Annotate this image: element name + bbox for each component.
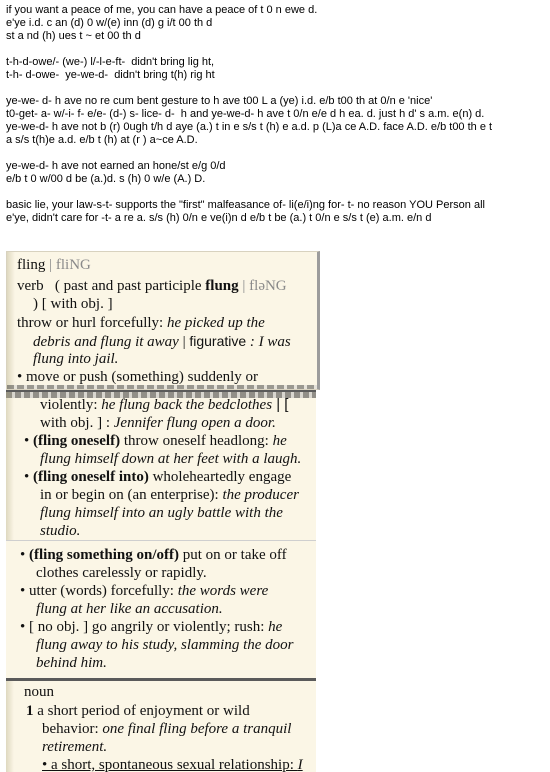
noun-sense-1 bbox=[26, 702, 250, 720]
subsense-fling-oneself: • (fling oneself) throw oneself headlong: he bbox=[24, 433, 287, 449]
definition-text: violently: bbox=[40, 397, 102, 413]
definition-text: • move or push (something) suddenly or bbox=[17, 369, 259, 385]
example-text: the words were bbox=[177, 583, 269, 599]
subsense-label: (fling oneself) bbox=[33, 433, 121, 449]
part-of-speech-noun: noun bbox=[24, 684, 54, 700]
dictionary-panel-2 bbox=[6, 390, 316, 542]
forms-intro: ( past and past participle bbox=[54, 278, 206, 294]
blank-line bbox=[6, 147, 546, 160]
noun-sense-1b: • a short, spontaneous sexual relationship: I bbox=[42, 757, 303, 772]
verb-forms-close bbox=[33, 295, 113, 313]
subsense-fling-something: • (fling something on/off) put on or take off bbox=[20, 547, 287, 563]
dictionary-panel-4 bbox=[6, 678, 316, 772]
notes-line: if you want a peace of me, you can have a peace of t 0 n ewe d. bbox=[6, 4, 318, 16]
headword-line bbox=[17, 256, 91, 274]
definition-1 bbox=[17, 314, 265, 332]
bar: | bbox=[178, 334, 190, 350]
subsense-label: (fling oneself into) bbox=[33, 469, 149, 485]
panel-shadow bbox=[7, 252, 15, 389]
forms-pronunciation: fləNG bbox=[249, 278, 287, 294]
definition-text: a short, spontaneous sexual relationship: bbox=[51, 757, 298, 772]
subsense-5-example: flung away to his study, slamming the door bbox=[36, 637, 294, 653]
verb-forms-line bbox=[17, 277, 287, 295]
notes-line: basic lie, your law-s-t- supports the "first" malfeasance of- li(e/i)ng for- t- no reason YOU Person all bbox=[6, 199, 485, 211]
headword: fling bbox=[17, 257, 46, 273]
notes-line: e/b t 0 w/00 d be (a.)d. s (h) 0 w/e (A.) D. bbox=[6, 173, 206, 185]
subsense-2-example-end: studio. bbox=[40, 523, 81, 539]
notes-line: st a nd (h) ues t ~ et 00 th d bbox=[6, 30, 141, 42]
definition-2-grammar bbox=[40, 414, 276, 432]
notes-text bbox=[6, 4, 546, 225]
notes-line: ye-we-d- h ave not b (r) 0ugh t/h d aye (a.) t in e s/s t (h) e a.d. p (L)a ce A.D. face A.D. e/b t00 th e t bbox=[6, 121, 493, 133]
pronunciation: fliNG bbox=[55, 257, 91, 273]
grammar-note: [ with obj. ] bbox=[41, 296, 113, 312]
example-text: he picked up the bbox=[166, 315, 265, 331]
subsense-label: (fling something on/off) bbox=[29, 547, 180, 563]
subsense-2-example: flung himself into an ugly battle with the bbox=[40, 505, 283, 521]
notes-line: ye-we-d- h ave not earned an hone/st e/g 0/d bbox=[6, 160, 226, 172]
subsense-utter: • utter (words) forcefully: the words were bbox=[20, 583, 269, 599]
notes-line: t-h- d-owe- ye-we-d- didn't bring t(h) rig ht bbox=[6, 69, 215, 81]
definition-text: throw oneself headlong: bbox=[120, 433, 273, 449]
noun-sense-1-cont: behavior: one final fling before a tranquil bbox=[42, 721, 292, 737]
definition-text: a short period of enjoyment or wild bbox=[33, 703, 250, 719]
panel-shadow bbox=[6, 681, 14, 772]
dictionary-panel-3 bbox=[6, 540, 316, 679]
forms-close: ) bbox=[33, 296, 38, 312]
forms-word: flung bbox=[205, 278, 239, 294]
subsense-fling-oneself-into: • (fling oneself into) wholeheartedly engage bbox=[24, 469, 292, 485]
definition-2-cont bbox=[40, 396, 288, 414]
bar: | [ bbox=[272, 396, 289, 413]
colon: : bbox=[246, 334, 259, 350]
example-text: he bbox=[272, 433, 287, 449]
definition-2-start bbox=[17, 368, 258, 386]
subsense-4-example: flung at her like an accusation. bbox=[36, 601, 223, 617]
subsense-3-def: clothes carelessly or rapidly. bbox=[36, 565, 207, 581]
panel-edge bbox=[7, 385, 317, 389]
notes-line: ye-we- d- h ave no re cum bent gesture to h ave t00 L a (ye) i.d. e/b t00 th at 0/n e 'nice' bbox=[6, 95, 433, 107]
subsense-rush: • [ no obj. ] go angrily or violently; rush: he bbox=[20, 619, 283, 635]
subsense-1-example: flung himself down at her feet with a laugh. bbox=[40, 451, 302, 467]
separator: | bbox=[45, 257, 56, 273]
register-label: figurative bbox=[189, 333, 247, 349]
part-of-speech-verb: verb bbox=[17, 278, 44, 294]
blank-line bbox=[6, 43, 546, 56]
subsense-2-def: in or begin on (an enterprise): the producer bbox=[40, 487, 299, 503]
subsense-5-example-end: behind him. bbox=[36, 655, 107, 671]
example-text: he flung back the bedclothes bbox=[101, 397, 273, 413]
grammar-note: with obj. ] bbox=[40, 415, 103, 431]
forms-separator: | bbox=[238, 278, 250, 294]
example-text: I bbox=[297, 757, 303, 772]
definition-text: [ no obj. ] go angrily or violently; rush: bbox=[29, 619, 269, 635]
notes-line: t0-get- a- w/-i- f- e/e- (d-) s- lice- d- h and ye-we-d- h ave t 0/n e/e d h ea. d. just h d' s a.m. e(n) d. bbox=[6, 108, 485, 120]
example-1b: flung into jail. bbox=[33, 351, 119, 367]
colon: : bbox=[102, 415, 114, 431]
panel-shadow bbox=[6, 392, 14, 542]
notes-line: e'ye i.d. c an (d) 0 w/(e) inn (d) g i/t 00 th d bbox=[6, 17, 213, 29]
noun-sense-1-example-end: retirement. bbox=[42, 739, 108, 755]
blank-line bbox=[6, 82, 546, 95]
example-1-cont: debris and flung it away | figurative : I was bbox=[33, 333, 291, 350]
example-text: Jennifer flung open a door. bbox=[113, 415, 276, 431]
example-text: he bbox=[268, 619, 283, 635]
sense-number: 1 bbox=[26, 703, 34, 719]
dictionary-panel-1 bbox=[6, 251, 320, 390]
definition-text: throw or hurl forcefully: bbox=[17, 315, 167, 331]
notes-line: t-h-d-owe/- (we-) l/-l-e-ft- didn't bring lig ht, bbox=[6, 56, 215, 68]
definition-text: utter (words) forcefully: bbox=[29, 583, 178, 599]
notes-line: e'ye, didn't care for -t- a re a. s/s (h) 0/n e ve(i)n d e/b t be (a.) t 0/n e s/s t (e) a.m. e/n d bbox=[6, 212, 432, 224]
blank-line bbox=[6, 186, 546, 199]
notes-line: a s/s t(h)e a.d. e/b t (h) at (r ) a~ce A.D. bbox=[6, 134, 198, 146]
